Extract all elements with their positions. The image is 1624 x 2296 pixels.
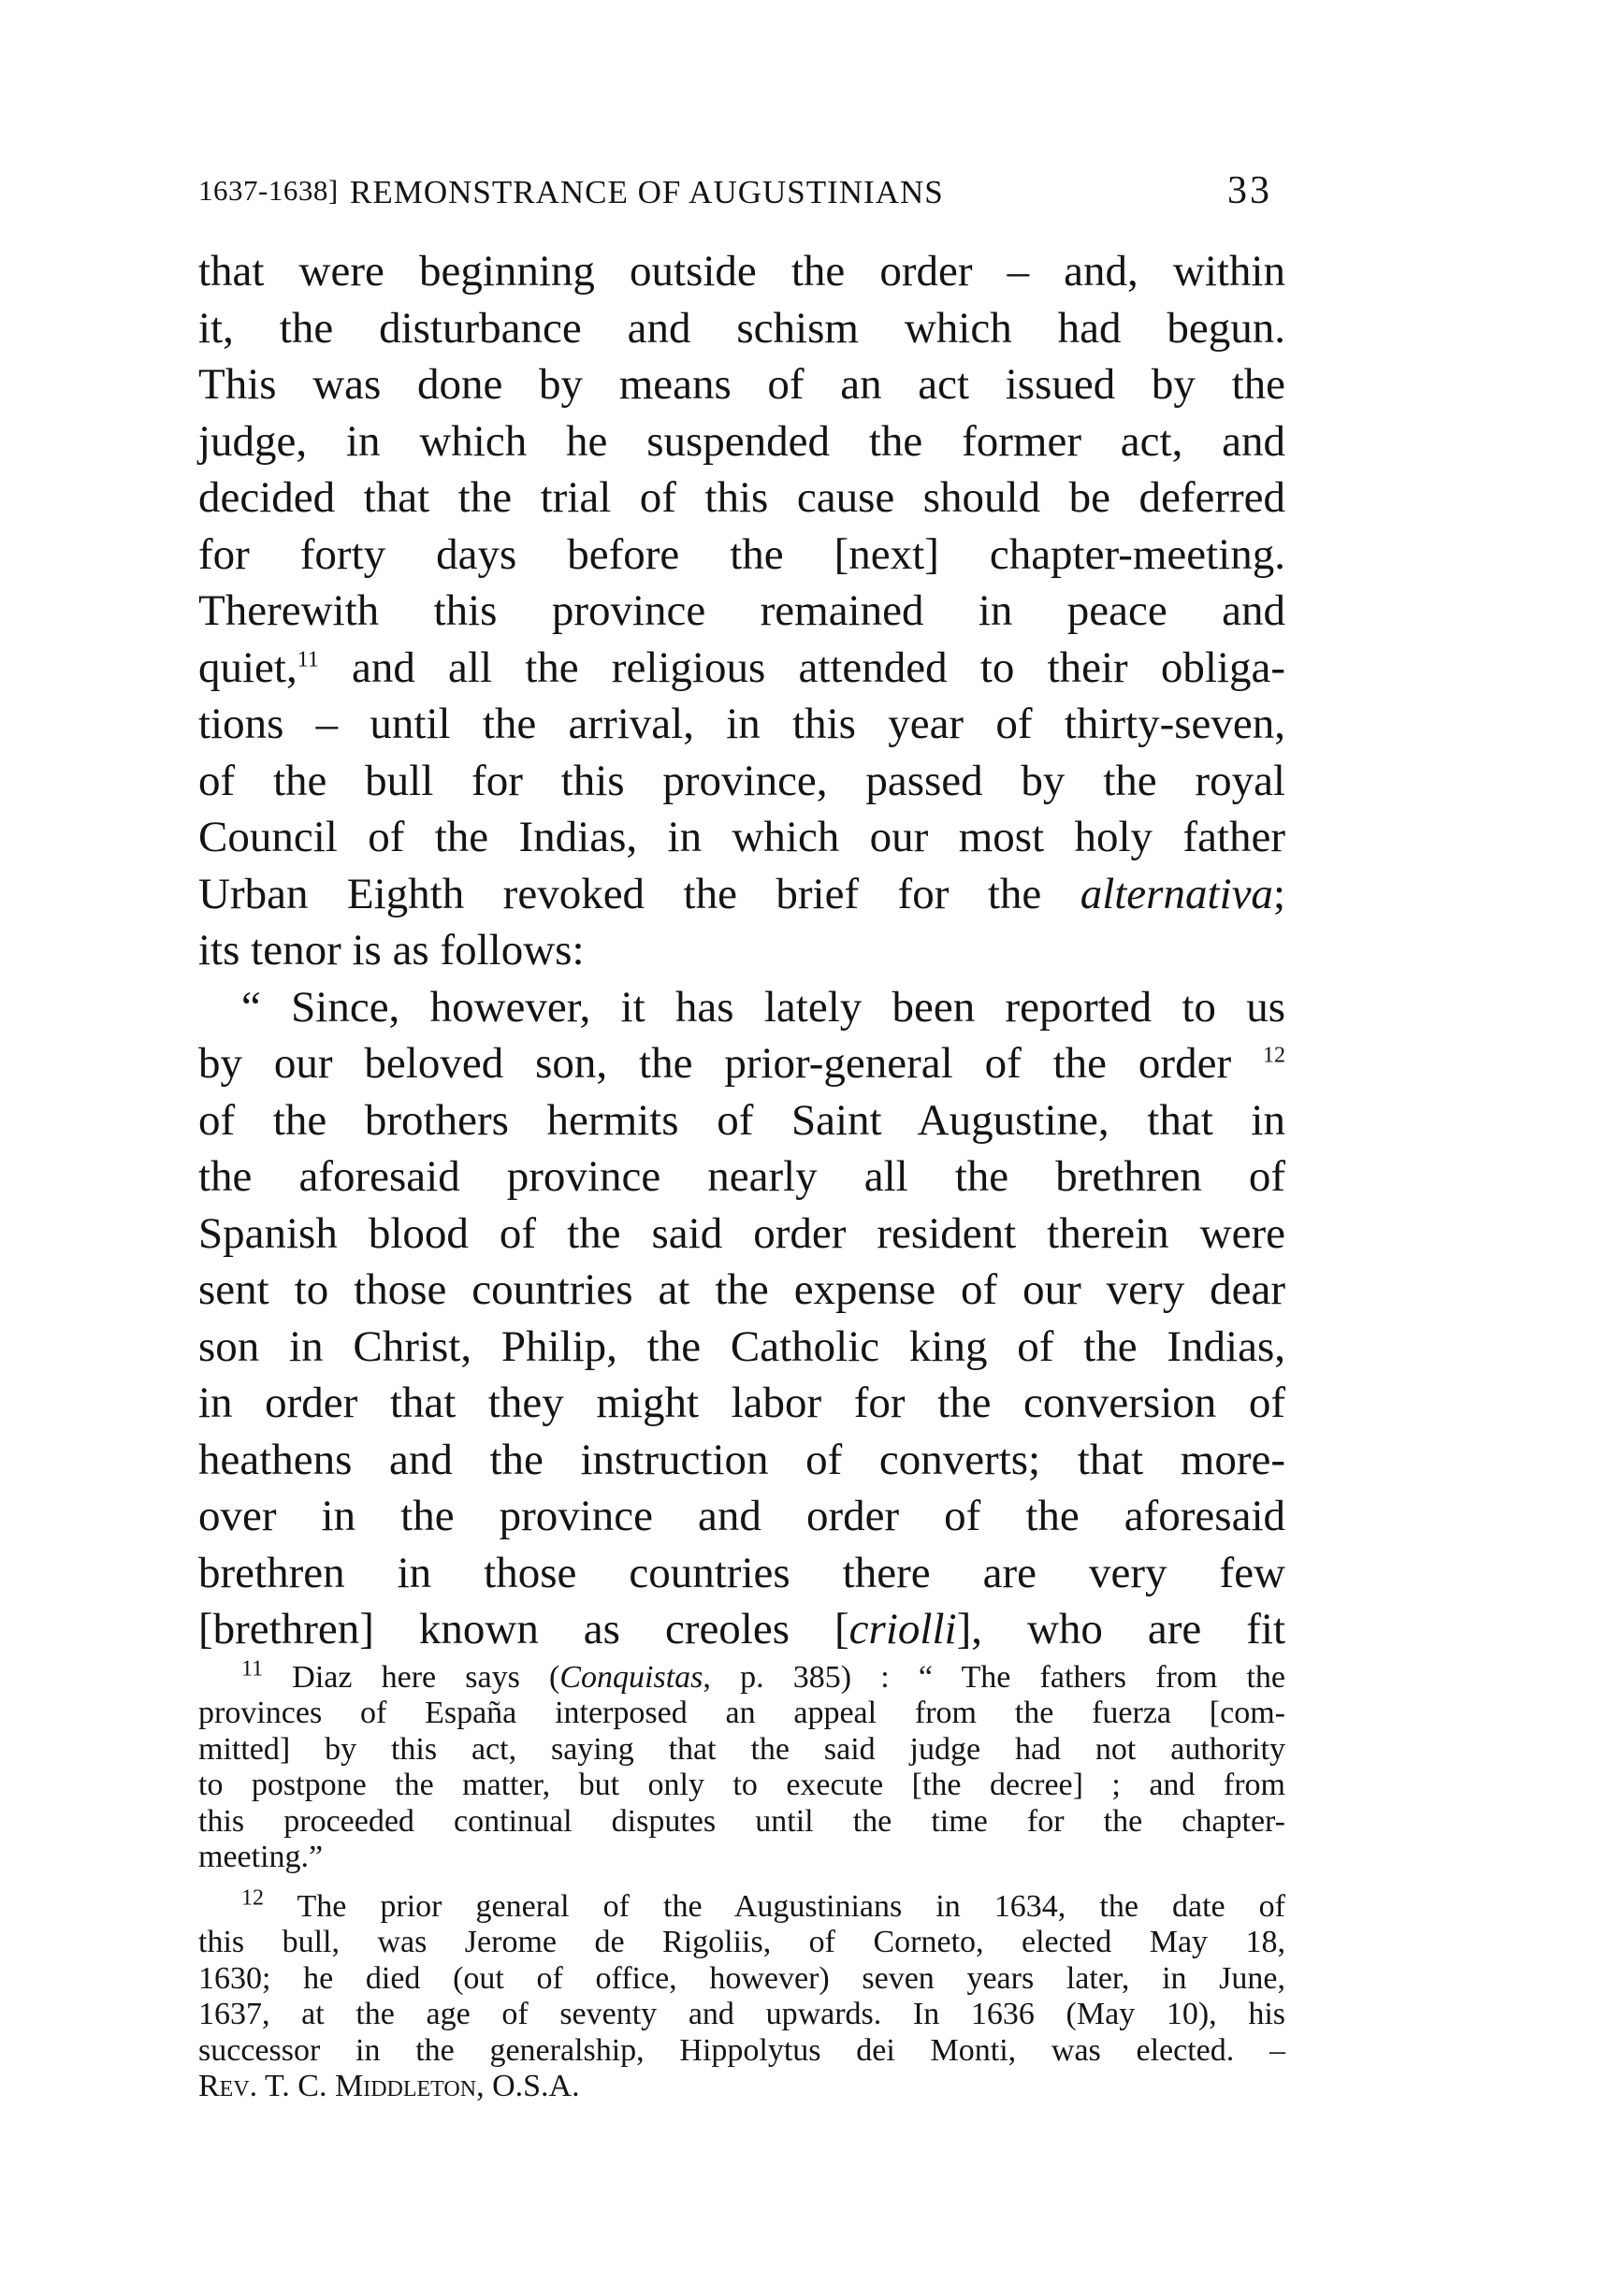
text-line: heathens and the instruction of converts; that more- [198, 1435, 1285, 1484]
footnote-line: to postpone the matter, but only to execute [the decree] ; and from [198, 1768, 1285, 1802]
text-span: quiet, [198, 643, 297, 692]
footnote-line: successor in the generalship, Hippolytus dei Monti, was elected. – [198, 2032, 1285, 2068]
text-line [198, 1035, 1285, 1092]
footnote-ref-12[interactable]: 12 [1263, 1043, 1285, 1068]
body-text [198, 243, 1285, 1658]
footnote-line: this proceeded continual disputes until the time for the chapter- [198, 1803, 1285, 1839]
text-line: it, the disturbance and schism which had begun. [198, 303, 1285, 353]
text-span: and all the religious attended to their obliga- [318, 643, 1285, 692]
footnote-12 [198, 1885, 1285, 2105]
text-line: “ Since, however, it has lately been reported to us [241, 982, 1285, 1032]
text-line: decided that the trial of this cause should be deferred [198, 473, 1285, 522]
text-line: brethren in those countries there are very few [198, 1548, 1285, 1597]
text-line [198, 1601, 1285, 1658]
italic-term: alternativa [1080, 869, 1273, 918]
text-line [198, 640, 1285, 697]
footnote-line [198, 1885, 1285, 1926]
text-line: the aforesaid province nearly all the brethren of [198, 1152, 1285, 1201]
text-line: of the bull for this province, passed by the royal [198, 756, 1285, 805]
text-line: its tenor is as follows: [198, 926, 585, 975]
paragraph-2 [198, 979, 1285, 1658]
footnote-line: mitted] by this act, saying that the said judge had not authority [198, 1731, 1285, 1767]
footnote-line: provinces of España interposed an appeal from the fuerza [com- [198, 1696, 1285, 1730]
text-line: Therewith this province remained in peace and [198, 586, 1285, 635]
footnote-marker: 11 [241, 1656, 264, 1682]
text-line: judge, in which he suspended the former act, and [198, 416, 1285, 466]
text-line: that were beginning outside the order – and, within [198, 247, 1285, 296]
paragraph-1 [198, 243, 1285, 979]
text-line: son in Christ, Philip, the Catholic king of the Indias, [198, 1321, 1285, 1371]
running-head-date: 1637-1638] [198, 174, 339, 207]
text-span: Diaz here says ( [263, 1659, 560, 1695]
footnote-11 [198, 1656, 1285, 1876]
text-line: Spanish blood of the said order resident therein were [198, 1208, 1285, 1258]
footnote-line: 1637, at the age of seventy and upwards. In 1636 (May 10), his [198, 1997, 1285, 2031]
footnote-ref-11[interactable]: 11 [297, 646, 319, 671]
text-span: by our beloved son, the prior-general of the order [198, 1039, 1263, 1088]
text-line: over in the province and order of the aforesaid [198, 1492, 1285, 1540]
text-span: ], who are fit [956, 1605, 1286, 1653]
book-page [198, 168, 1285, 2105]
text-line: in order that they might labor for the conversion of [198, 1379, 1285, 1427]
italic-term: criolli [848, 1605, 957, 1653]
text-span: [brethren] known as creoles [ [198, 1605, 849, 1653]
text-line [198, 866, 1285, 923]
page-number: 33 [1227, 169, 1272, 212]
text-span: The prior general of the Augustinians in 1634, the date of [264, 1888, 1285, 1924]
footnote-line: 1630; he died (out of office, however) seven years later, in June, [198, 1960, 1285, 1996]
text-line: Council of the Indias, in which our most holy father [198, 813, 1285, 861]
footnotes [198, 1656, 1285, 2105]
text-line: sent to those countries at the expense of our very dear [198, 1265, 1285, 1314]
text-line: This was done by means of an act issued by the [198, 360, 1285, 409]
footnote-line: meeting.” [198, 1840, 324, 1874]
text-span: Urban Eighth revoked the brief for the [198, 869, 1080, 918]
running-head [198, 168, 1285, 224]
footnote-line [198, 1656, 1285, 1697]
text-line: tions – until the arrival, in this year of thirty-seven, [198, 700, 1285, 748]
text-line: for forty days before the [next] chapter-meeting. [198, 529, 1285, 579]
text-line: of the brothers hermits of Saint Augustine, that in [198, 1095, 1285, 1145]
footnote-signature: Rev. T. C. Middleton, O.S.A. [198, 2069, 580, 2103]
italic-term: Conquistas [559, 1659, 703, 1695]
running-head-title: REMONSTRANCE OF AUGUSTINIANS [350, 174, 944, 210]
text-span: ; [1272, 869, 1285, 918]
footnote-line: this bull, was Jerome de Rigoliis, of Corneto, elected May 18, [198, 1925, 1285, 1959]
footnote-marker: 12 [241, 1885, 264, 1911]
text-span: , p. 385) : “ The fathers from the [703, 1659, 1285, 1695]
